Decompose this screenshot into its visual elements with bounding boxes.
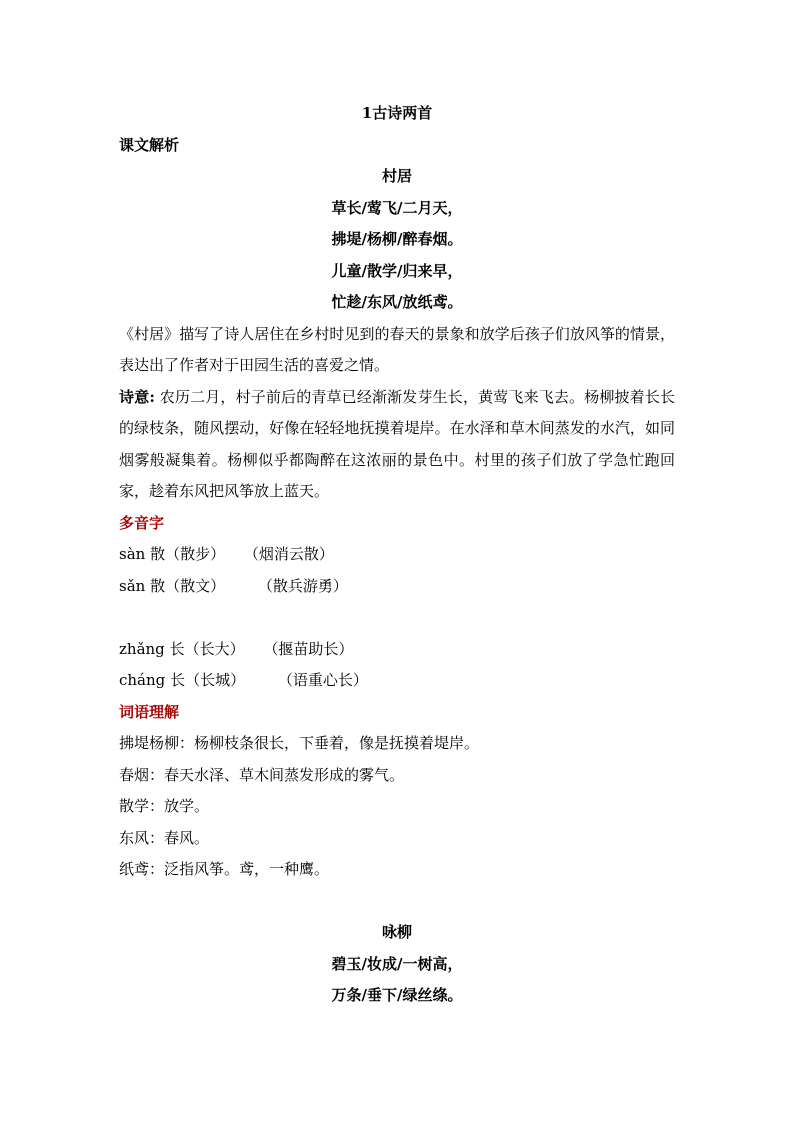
polyphone-char: 散 (150, 545, 166, 563)
polyphone-pinyin: cháng (119, 671, 166, 689)
section-heading-analysis: 课文解析 (119, 135, 180, 154)
vocab-item: 散学：放学。 (119, 797, 210, 815)
poem1-line: 拂堤/杨柳/醉春烟。 (331, 230, 463, 248)
polyphone-example: （散文） (165, 576, 226, 595)
polyphone-example: （揠苗助长） (263, 639, 354, 658)
vocab-item: 拂堤杨柳：杨柳枝条很长，下垂着，像是抚摸着堤岸。 (119, 734, 480, 752)
meaning-text: 农历二月，村子前后的青草已经渐渐发芽生长，黄莺飞来飞去。杨柳披着长长的绿枝条，随风摆动，好像在轻轻地抚摸着堤岸。在水泽和草木间蒸发的水汽，如同烟雾般凝集着。杨柳似乎都陶醉在这浓丽的景色中。村里的孩子们放了学急忙跑回家，趁着东风把风筝放上蓝天。 (119, 387, 675, 500)
poem1-title: 村居 (381, 167, 412, 185)
polyphone-row (119, 571, 675, 603)
poem2-line: 万条/垂下/绿丝绦。 (331, 986, 463, 1004)
poem1-line: 忙趁/东风/放纸鸢。 (331, 293, 463, 311)
vocab-item: 东风：春风。 (119, 828, 210, 847)
polyphone-pinyin: zhǎng (119, 639, 165, 658)
spacer (119, 886, 675, 918)
polyphone-example: （散步） (165, 545, 226, 563)
polyphone-row (119, 539, 675, 571)
section-heading-vocab: 词语理解 (119, 702, 180, 721)
polyphone-example: （语重心长） (277, 671, 368, 689)
section-heading-polyphone: 多音字 (119, 513, 165, 532)
vocab-item: 春烟：春天水泽、草木间蒸发形成的雾气。 (119, 765, 405, 784)
vocab-item: 纸鸢：泛指风筝。鸢，一种鹰。 (119, 860, 330, 878)
polyphone-char: 长 (170, 671, 186, 689)
poem1-meaning (119, 382, 675, 508)
poem1-summary: 《村居》描写了诗人居住在乡村时见到的春天的景象和放学后孩子们放风筝的情景，表达出了作者对于田园生活的喜爱之情。 (119, 324, 675, 374)
poem1-line: 草长/莺飞/二月天， (331, 198, 463, 217)
poem1-line: 儿童/散学/归来早， (331, 261, 463, 280)
polyphone-char: 散 (150, 576, 166, 595)
polyphone-pinyin: sàn (119, 545, 146, 563)
page-title: 1古诗两首 (361, 104, 433, 122)
polyphone-example: （长城） (185, 671, 246, 689)
polyphone-row (119, 665, 675, 697)
polyphone-example: （长大） (184, 639, 245, 658)
polyphone-row (119, 634, 675, 666)
polyphone-example: （散兵游勇） (257, 576, 348, 595)
meaning-label: 诗意: (119, 387, 155, 406)
polyphone-pinyin: sǎn (119, 576, 146, 595)
spacer (119, 602, 675, 634)
polyphone-example: （烟消云散） (243, 545, 334, 563)
poem2-title: 咏柳 (381, 923, 412, 941)
document-page (119, 98, 675, 1012)
polyphone-char: 长 (169, 639, 185, 658)
poem2-line: 碧玉/妆成/一树高， (331, 954, 463, 973)
